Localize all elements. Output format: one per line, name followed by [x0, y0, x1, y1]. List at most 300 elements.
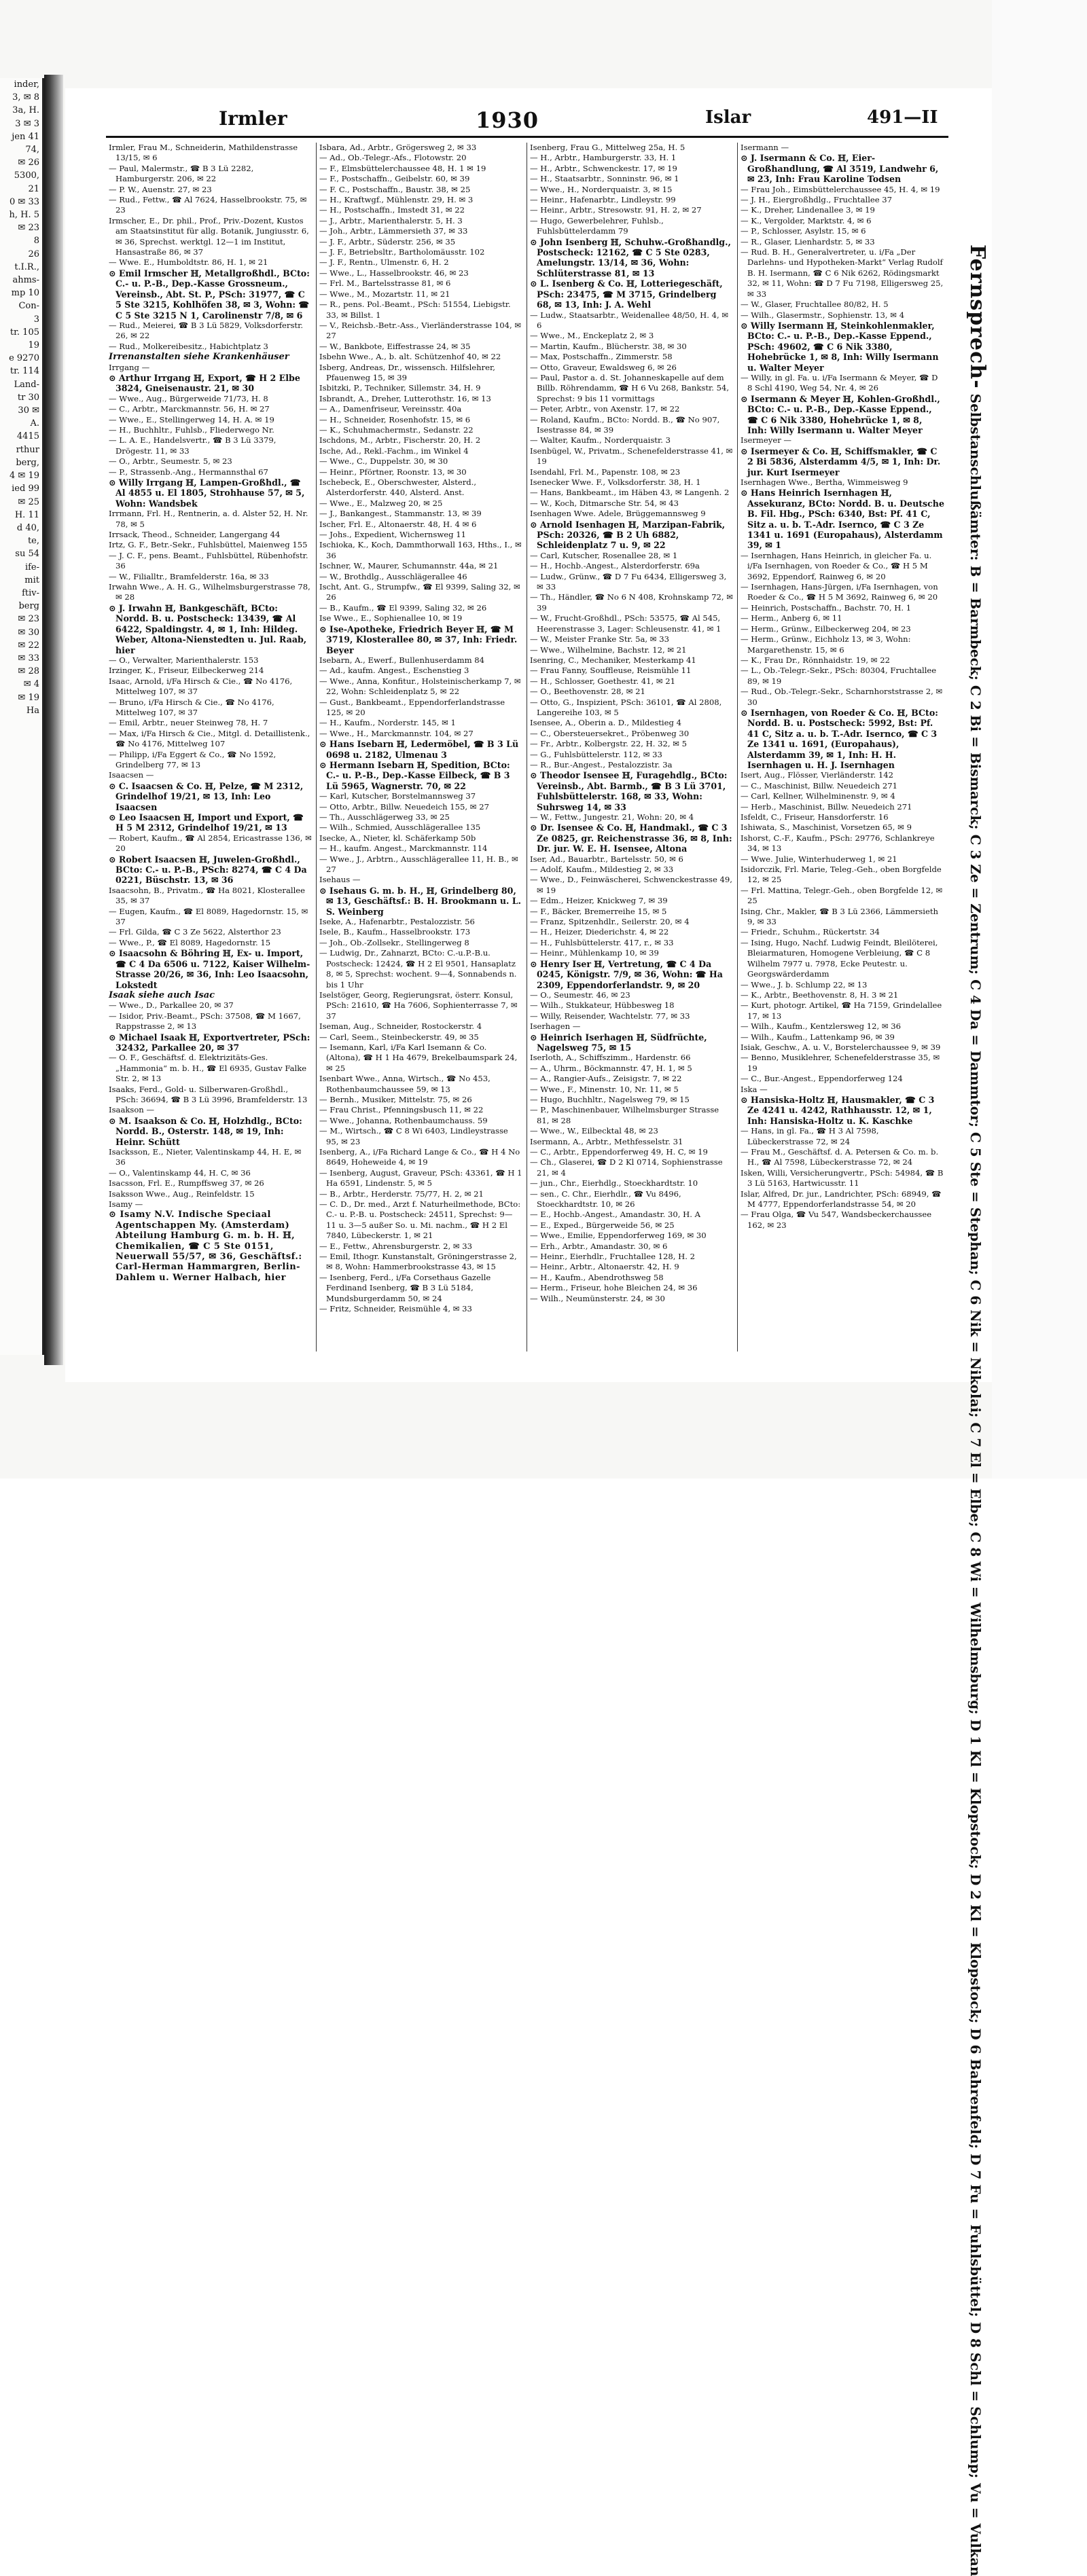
directory-entry: — Eugen, Kaufm., ☎ El 8089, Hagedornstr. 15, ✉ 37 — [109, 906, 308, 927]
directory-entry: Ishiwata, S., Maschinist, Vorsetzen 65, ✉ 9 — [741, 822, 912, 833]
directory-entry: — Paul, Malermstr., ☎ B 3 Lü 2282, Hamburgerstr. 206, ✉ 22 — [109, 163, 254, 184]
directory-entry: — Philipp, i/Fa Eggert & Co., ☎ No 1592, Grindelberg 77, ✉ 13 — [109, 749, 277, 769]
directory-entry: Isaacsen — — [109, 770, 154, 780]
directory-entry: — Wwe., E., Stellingerweg 14, H. A. ✉ 19 — [109, 414, 274, 424]
directory-entry: — W., Bankbote, Eiffestrasse 24, ✉ 35 — [319, 341, 471, 351]
directory-entry: — H., Postschaffn., Imstedt 31, ✉ 22 — [319, 205, 465, 215]
directory-entry: — L., Ob.-Telegr.-Sekr., PSch: 80304, Fruchtallee 89, ✉ 19 — [741, 666, 937, 686]
directory-entry: — K., Schuhmachermstr., Sedanstr. 22 — [319, 424, 474, 435]
edge-fragment: 19 — [28, 340, 39, 351]
directory-entry: — W., Koch, Ditmarsche Str. 54, ✉ 43 — [530, 498, 679, 508]
directory-entry: — Carl, Seem., Steinbeckerstr. 49, ✉ 35 — [319, 1032, 479, 1042]
directory-entry: — Wwe., D., Feinwäscherei, Schwenckestrasse 49, ✉ 19 — [530, 875, 732, 895]
directory-entry: ⊙ Hans Isebarn ℍ, Ledermöbel, ☎ B 3 Lü 0698 u. 2182, Ulmenau 3 — [319, 739, 519, 760]
directory-entry: Irzinger, K., Friseur, Eilbeckerweg 214 — [109, 666, 264, 676]
edge-fragment: Land- — [14, 379, 39, 390]
directory-entry: — Herm., Anberg 6, ✉ 11 — [741, 613, 842, 623]
directory-entry: — Willy, Reisender, Wachtelstr. 77, ✉ 33 — [530, 1011, 690, 1021]
directory-entry: Isermann — — [741, 143, 789, 152]
directory-entry: ⊙ Isernhagen, von Roeder & Co. ℍ, BCto: Nordd. B. u. Postscheck: 5992, Bst: Pf. 41 C, Sitz a. u. b. T.-Adr. Isernco, ☎ C 3 Ze 1341 u. 1691, (Europahaus), Alsterdamm 39, ✉ 1, Inh: H. H. Isernhagen u. H. J. Isernhagen — [741, 707, 938, 770]
directory-entry: Isacsson, Frl. E., Rumpffsweg 37, ✉ 26 — [109, 1178, 264, 1189]
directory-entry: Isermeyer — — [741, 435, 792, 446]
directory-entry: — B., Arbtr., Herderstr. 75/77, H. 2, ✉ 21 — [319, 1189, 484, 1199]
directory-entry: — Ludw., Staatsarbtr., Weidenallee 48/50, H. 4, ✉ 6 — [530, 310, 729, 330]
directory-entry: — K., Vergolder, Marktstr. 4, ✉ 6 — [741, 215, 872, 225]
edge-fragment: 3 — [33, 314, 39, 325]
directory-entry: — H., Hochb.-Angest., Alsterdorferstr. 69a — [530, 561, 700, 571]
edge-fragment: rthur — [16, 444, 39, 455]
directory-entry: — J. F., Betriebsltr., Bartholomäusstr. 102 — [319, 247, 485, 257]
book-gutter — [44, 75, 63, 1365]
edge-fragment: h, H. 5 — [9, 210, 39, 221]
header-last-entry: Islar — [705, 107, 751, 128]
directory-page — [65, 88, 992, 2576]
directory-entry: — A., Rangier-Aufs., Zeisigstr. 7, ✉ 22 — [530, 1074, 682, 1084]
directory-entry: — Rud., Molkereibesitz., Habichtplatz 3 — [109, 341, 268, 351]
directory-entry: — Rud. B. H., Generalvertreter, u. i/Fa „Der Darlehns- und Hypotheken-Markt“ Verlag Rudolf B. H. Isermann, ☎ C 6 Nik 6262, Rödingsmarkt 32, ✉ 11, Wohn: ☎ D 7 Fu 7198, Elligersweg 25, ✉ 33 — [741, 247, 944, 299]
directory-entry: — O., Verwalter, Marienthalerstr. 153 — [109, 655, 259, 665]
directory-entry: Irwahn Wwe., A. H. G., Wilhelmsburgerstrasse 78, ✉ 28 — [109, 582, 310, 602]
directory-entry: ⊙ J. Isermann & Co. ℍ, Eier-Großhandlung, ☎ Al 3519, Landwehr 6, ✉ 23, Inh: Frau Karoline Todsen — [741, 153, 939, 185]
directory-entry: ⊙ Henry Iser ℍ, Vertretung, ☎ C 4 Da 0245, Königstr. 7/9, ✉ 36, Wohn: ☎ Ha 2309, Eppendorferlandstr. 9, ✉ 20 — [530, 958, 723, 990]
edge-fragment: ife- — [24, 562, 39, 573]
header-year: 1930 — [476, 107, 539, 133]
directory-entry: Iseman, Aug., Schneider, Rostockerstr. 4 — [319, 1021, 482, 1032]
directory-entry: Isbehn Wwe., A., b. alt. Schützenhof 40, ✉ 22 — [319, 352, 501, 362]
directory-entry: Irrgang — — [109, 362, 150, 372]
directory-entry: — Heinrich, Postschaffn., Bachstr. 70, H. 1 — [741, 602, 912, 613]
directory-entry: — Heinr., Arbtr., Stresowstr. 91, H. 2, ✉ 27 — [530, 205, 702, 215]
directory-entry: ⊙ Isermeyer & Co. ℍ, Schiffsmakler, ☎ C 2 Bi 5836, Alsterdamm 4/5, ✉ 1, Inh: Dr. jur. Kurt Isermeyer — [741, 446, 941, 477]
directory-entry: — Emil, Arbtr., neuer Steinweg 78, H. 7 — [109, 718, 268, 728]
directory-entry: — Heinr., Pförtner, Roonstr. 13, ✉ 30 — [319, 467, 467, 477]
directory-entry: Isbrandt, A., Dreher, Lutterothstr. 16, ✉ 13 — [319, 393, 491, 403]
edge-fragment: te, — [27, 536, 39, 547]
directory-entry: — Joh., Arbtr., Lämmersieth 37, ✉ 33 — [319, 226, 468, 236]
directory-entry: Isenbügel, W., Privatm., Schenefelderstrasse 41, ✉ 19 — [530, 446, 733, 467]
edge-fragment: ✉ 28 — [18, 666, 39, 677]
edge-fragment: e 9270 — [9, 353, 39, 364]
directory-entry: Isenring, C., Mechaniker, Mesterkamp 41 — [530, 655, 696, 665]
directory-entry: Isenecker Wwe. F., Volksdorferstr. 38, H. 1 — [530, 477, 701, 487]
directory-entry: Iserloth, A., Schiffszimm., Hardenstr. 66 — [530, 1053, 691, 1063]
directory-entry: ⊙ Hermann Isebarn ℍ, Spedition, BCto: C.- u. P.-B., Dep.-Kasse Eilbeck, ☎ B 3 Lü 5965, Wagnerstr. 70, ✉ 22 — [319, 759, 510, 791]
directory-entry: Isernhagen Wwe., Bertha, Wimmeisweg 9 — [741, 477, 908, 487]
directory-entry: — H., Heizer, Diederichstr. 4, ✉ 22 — [530, 927, 669, 937]
directory-entry: — J. H., Eiergroßhdlg., Fruchtallee 37 — [741, 195, 893, 205]
directory-entry: — C., Obersteuersekret., Pröbenweg 30 — [530, 728, 690, 738]
edge-fragment: mit — [24, 575, 39, 585]
directory-entry: — Wwe., D., Parkallee 20, ✉ 37 — [109, 1000, 234, 1011]
directory-entry: — E., Hochb.-Angest., Amandastr. 30, H. A — [530, 1210, 700, 1220]
directory-entry: — W., Brothdlg., Ausschlägerallee 46 — [319, 571, 467, 581]
directory-entry: — G., Fuhlsbüttelerstr. 112, ✉ 33 — [530, 749, 662, 759]
directory-entry: — Fr., Arbtr., Kolbergstr. 22, H. 32, ✉ 5 — [530, 739, 688, 749]
directory-entry: — Wwe., H., Marckmannstr. 104, ✉ 27 — [319, 728, 474, 738]
directory-entry: — C., Bur.-Angest., Eppendorferweg 124 — [741, 1074, 903, 1084]
directory-entry: Irtz, G. F., Betr.-Sekr., Fuhlsbüttel, Maienweg 155 — [109, 540, 308, 550]
directory-entry: — Hugo, Buchhltr., Nagelsweg 79, ✉ 15 — [530, 1094, 690, 1104]
directory-entry: ⊙ Arthur Irrgang ℍ, Export, ☎ H 2 Elbe 3824, Gneisenaustr. 21, ✉ 30 — [109, 372, 300, 394]
directory-entry: Iserhagen — — [530, 1021, 581, 1032]
directory-entry: Ischner, W., Maurer, Schumannstr. 44a, ✉ 21 — [319, 561, 499, 571]
directory-entry: — Wwe., P., ☎ El 8089, Hagedornstr. 15 — [109, 937, 271, 947]
directory-entry: — Max, Postschaffn., Zimmerstr. 58 — [530, 352, 673, 362]
directory-entry: Isecke, A., Nieter, kl. Schäferkamp 50b — [319, 833, 476, 843]
directory-entry: — Isernhagen, Hans Heinrich, in gleicher Fa. u. i/Fa Isernhagen, von Roeder & Co., ☎ H 5 M 3692, Eppendorf, Rainweg 6, ✉ 20 — [741, 550, 932, 581]
directory-entry: — E., Fettw., Ahrensburgerstr. 2, ✉ 33 — [319, 1241, 473, 1251]
directory-entry: — R., Bur.-Angest., Pestalozzistr. 3a — [530, 759, 673, 769]
edge-fragment: 3 ✉ 3 — [15, 118, 39, 129]
header-first-entry: Irmler — [219, 107, 287, 130]
directory-entry: — Frau Christ., Pfenningsbusch 11, ✉ 22 — [319, 1105, 484, 1115]
directory-entry: ⊙ Emil Irmscher ℍ, Metallgroßhdl., BCto: C.- u. P.-B., Dep.-Kasse Grossneum., Vereinsb., Abt. St. P., PSch: 31977, ☎ C 5 Ste 3215, Kohlhöfen 38, ✉ 3, Wohn: ☎ C 5 Ste 3215 N 1, Carolinenstr 7/8, ✉ 6 — [109, 268, 310, 321]
directory-entry: — W., Filialltr., Bramfelderstr. 16a, ✉ 33 — [109, 571, 269, 581]
directory-entry: — H., Schlosser, Goethestr. 41, ✉ 21 — [530, 676, 676, 686]
directory-entry: — Heinr., Eierhdlr., Fruchtallee 128, H. 2 — [530, 1252, 696, 1262]
column-2 — [317, 143, 527, 1352]
legend-title: Fernsprech- — [965, 244, 989, 389]
directory-entry: Isermann, A., Arbtr., Methfesselstr. 31 — [530, 1136, 683, 1146]
directory-entry: — Wwe., J., Arbtrn., Ausschlägerallee 11, H. B., ✉ 27 — [319, 854, 518, 875]
directory-entry: Ischer, Frl. E., Altonaerstr. 48, H. 4 ✉ 6 — [319, 519, 477, 529]
edge-fragment: 3a, H. — [12, 105, 39, 116]
directory-entry: — Ch., Glaserei, ☎ D 2 Kl 0714, Sophienstrasse 21, ✉ 4 — [530, 1157, 723, 1178]
edge-fragment: 74, — [25, 145, 39, 156]
edge-fragment: su 54 — [15, 549, 39, 560]
edge-fragment: 5300, — [14, 170, 39, 181]
adjacent-page-edge — [0, 78, 44, 1355]
edge-fragment: ✉ 33 — [18, 653, 39, 664]
directory-entry: Isenberg, A., i/Fa Richard Lange & Co., ☎ H 4 No 8649, Hoheweide 4, ✉ 19 — [319, 1147, 520, 1167]
directory-entry: ⊙ Willy Irrgang ℍ, Lampen-Großhdl., ☎ Al 4855 u. El 1805, Strohhause 57, ✉ 5, Wohn: Wandsbek — [109, 477, 305, 509]
edge-fragment: H. 11 — [14, 509, 39, 520]
directory-entry: — P., Schlosser, Asylstr. 15, ✉ 6 — [741, 226, 866, 236]
directory-entry: Isamy — — [109, 1199, 143, 1210]
directory-entry: — O., Seumestr. 46, ✉ 23 — [530, 990, 630, 1000]
directory-entry: — J., Arbtr., Marienthalerstr. 5, H. 3 — [319, 215, 463, 225]
directory-entry: — Fritz, Schneider, Reismühle 4, ✉ 33 — [319, 1304, 472, 1314]
directory-entry: — Frl. M., Bartelsstrasse 81, ✉ 6 — [319, 278, 451, 289]
directory-entry: — Wwe., C., Duppelstr. 30, ✉ 30 — [319, 456, 448, 467]
edge-fragment: d 40, — [16, 522, 39, 533]
edge-fragment: ✉ 19 — [18, 692, 39, 703]
directory-entry: — Carl, Kellner, Wilhelminenstr. 9, ✉ 4 — [741, 791, 895, 801]
directory-entry: — Frau M., Geschäftsf. d. A. Petersen & Co. m. b. H., ☎ Al 7598, Lübeckerstrasse 72, ✉ 24 — [741, 1147, 939, 1167]
directory-entry: — Paul, Pastor a. d. St. Johanneskapelle auf dem Billb. Röhrendamm, ☎ H 6 Vu 268, Bankstr. 54, Sprechst: 9 bis 11 vormittags — [530, 372, 730, 403]
directory-entry: — P. W., Auenstr. 27, ✉ 23 — [109, 184, 212, 194]
edge-fragment: 0 ✉ 33 — [10, 196, 39, 207]
directory-entry: — H., kaufm. Angest., Marckmannstr. 114 — [319, 843, 488, 854]
directory-entry: — sen., C. Chr., Eierhdlr., ☎ Vu 8496, Stoeckhardtstr. 10, ✉ 26 — [530, 1189, 681, 1210]
directory-entry: — Wwe., Johanna, Rothenbaumchauss. 59 — [319, 1115, 488, 1125]
directory-entry: — Hugo, Gewerbelehrer, Fuhlsb., Fuhlsbüttelerdamm 79 — [530, 215, 664, 236]
directory-entry: — C., Maschinist, Billw. Neuedeich 271 — [741, 780, 898, 791]
directory-entry: — J. F., Rentn., Ulmenstr. 6, H. 2 — [319, 257, 449, 268]
directory-entry: — Peter, Arbtr., von Axenstr. 17, ✉ 22 — [530, 404, 680, 414]
directory-entry: — Frl. Gilda, ☎ C 3 Ze 5622, Alsterthor 23 — [109, 927, 281, 937]
directory-entry: — Walter, Kaufm., Norderquaistr. 3 — [530, 435, 671, 446]
directory-entry: Isidorczik, Frl. Marie, Teleg.-Geh., oben Borgfelde 12, ✉ 25 — [741, 865, 942, 885]
directory-entry: Isaac, Arnold, i/Fa Hirsch & Cie., ☎ No 4176, Mittelweg 107, ✉ 37 — [109, 676, 293, 697]
directory-entry: Iser, Ad., Bauarbtr., Bartelsstr. 50, ✉ 6 — [530, 854, 683, 864]
directory-entry: Islar, Alfred, Dr. jur., Landrichter, PSch: 68949, ☎ M 4777, Eppendorferlandstrasse 54, ✉ 20 — [741, 1189, 942, 1210]
directory-entry: Isacksson, E., Nieter, Valentinskamp 44, H. E, ✉ 36 — [109, 1147, 302, 1167]
directory-entry: — Martin, Kaufm., Blücherstr. 38, ✉ 30 — [530, 341, 687, 351]
directory-entry: ⊙ Isaacsohn & Böhring ℍ, Ex- u. Import, ☎ C 4 Da 6506 u. 7122, Kaiser Wilhelm-Strasse 20/26, ✉ 36, Inh: Leo Isaacsohn, Lokstedt — [109, 948, 310, 990]
page-number: 491—II — [867, 107, 938, 128]
directory-entry: — Wilh., Glasermstr., Sophienstr. 13, ✉ 4 — [741, 310, 905, 320]
directory-entry: — Bruno, i/Fa Hirsch & Cie., ☎ No 4176, Mittelweg 107, ✉ 37 — [109, 697, 274, 717]
edge-fragment: 26 — [28, 249, 39, 259]
directory-entry: — Adolf, Kaufm., Mildestieg 2, ✉ 33 — [530, 865, 674, 875]
directory-entry: Isaksson Wwe., Aug., Reinfeldstr. 15 — [109, 1189, 255, 1199]
directory-entry: — H., Buchhltr., Fuhlsb., Fliederwego Nr. — [109, 424, 274, 435]
directory-entry: ⊙ Hansiska-Holtz ℍ, Hausmakler, ☎ C 3 Ze 4241 u. 4242, Rathhausstr. 12, ✉ 1, Inh: Hansiska-Holtz u. K. Kaschke — [741, 1094, 935, 1126]
directory-entry: — Isenberg, Ferd., i/Fa Corsethaus Gazelle Ferdinand Isenberg, ☎ B 3 Lü 5184, Mundsburgerdamm 50, ✉ 24 — [319, 1272, 491, 1303]
directory-entry: Isaak siehe auch Isac — [109, 990, 215, 1000]
directory-entry: ⊙ Arnold Isenhagen ℍ, Marzipan-Fabrik, PSch: 20326, ☎ B 2 Uh 6882, Schleidenplatz 7 u. 9, ✉ 22 — [530, 519, 726, 551]
directory-entry: — Wilh., Kaufm., Lattenkamp 96, ✉ 39 — [741, 1032, 895, 1042]
edge-fragment: ✉ 26 — [18, 158, 39, 168]
directory-entry: — P., Strassenb.-Ang., Hermannsthal 67 — [109, 467, 268, 477]
directory-entry: Isaacsohn, B., Privatm., ☎ Ha 8021, Klosterallee 35, ✉ 37 — [109, 885, 306, 906]
directory-entry: — Wwe., M., Enckeplatz 2, ✉ 3 — [530, 331, 654, 341]
directory-entry: — W., Fettw., Jungestr. 21, Wohn: 20, ✉ 4 — [530, 812, 694, 822]
directory-entry: — H., Fuhlsbüttelerstr. 417, r., ✉ 33 — [530, 937, 674, 947]
directory-entry: ⊙ C. Isaacsen & Co. ℍ, Pelze, ☎ M 2312, Grindelhof 19/21, ✉ 13, Inh: Leo Isaacsen — [109, 780, 304, 812]
directory-entry: — Wwe., Emilie, Eppendorferweg 169, ✉ 30 — [530, 1231, 707, 1241]
directory-entry: — Frau Olga, ☎ Vu 547, Wandsbeckerchaussee 162, ✉ 23 — [741, 1210, 932, 1230]
directory-entry: — Franz, Spitzenhdlr., Seilerstr. 20, ✉ 4 — [530, 917, 690, 927]
directory-entry: — P., Maschinenbauer, Wilhelmsburger Strasse 81, ✉ 28 — [530, 1105, 719, 1125]
directory-entry: — Wwe., Wilhelmine, Bachstr. 12, ✉ 21 — [530, 645, 687, 655]
edge-fragment: A. — [30, 418, 39, 429]
directory-entry: — Herb., Maschinist, Billw. Neuedeich 271 — [741, 801, 912, 812]
directory-entry: — Edm., Heizer, Knickweg 7, ✉ 39 — [530, 896, 668, 906]
directory-entry: — O. F., Geschäftsf. d. Elektrizitäts-Ges. „Hammonia“ m. b. H., ☎ El 6935, Gustav Falke Str. 2, ✉ 13 — [109, 1053, 307, 1084]
directory-entry: — Willy, in gl. Fa. u. i/Fa Isermann & Meyer, ☎ D 8 Schl 4190, Weg 54, Nr. 4, ✉ 26 — [741, 372, 938, 393]
edge-fragment: 8 — [33, 236, 39, 247]
edge-fragment: ahms- — [12, 275, 39, 286]
directory-entry: ⊙ Dr. Isensee & Co. ℍ, Handmakl., ☎ C 3 Ze 0825, gr. Reichenstrasse 36, ✉ 8, Inh: Dr. jur. W. E. H. Isensee, Altona — [530, 822, 732, 854]
directory-entry: ⊙ Leo Isaacsen ℍ, Import und Export, ☎ H 5 M 2312, Grindelhof 19/21, ✉ 13 — [109, 812, 304, 833]
directory-entry: — Ising, Hugo, Nachf. Ludwig Feindt, Bleilöterei, Bleiarmaturen, Homogene Verbleiung, ☎ C 8 Wilhelm 7977 u. 7978, Ecke Peutestr. u. Georgswärderdamm — [741, 937, 938, 979]
directory-entry: — A., Uhrm., Böckmannstr. 47, H. 1, ✉ 5 — [530, 1063, 692, 1073]
directory-entry: Isiak, Geschw., A. u. V., Borstelerchaussee 9, ✉ 39 — [741, 1042, 941, 1052]
directory-entry: — J. C. F., pens. Beamt., Fuhlsbüttel, Rübenhofstr. 36 — [109, 550, 308, 571]
directory-entry: — F., Elmsbüttelerchaussee 48, H. 1 ✉ 19 — [319, 163, 486, 173]
directory-entry: — H., Kaufm., Norderstr. 145, ✉ 1 — [319, 718, 456, 728]
directory-entry: Isert, Aug., Flösser, Vierländerstr. 142 — [741, 770, 893, 780]
directory-entry: ⊙ Heinrich Iserhagen ℍ, Südfrüchte, Nagelsweg 75, ✉ 15 — [530, 1032, 707, 1053]
edge-fragment: ✉ 25 — [18, 496, 39, 507]
directory-entry: — F., Bäcker, Bremerreihe 15, ✉ 5 — [530, 906, 667, 916]
edge-fragment: t.I.R., — [14, 261, 39, 272]
directory-entry: — Wwe., W., Eilbecktal 48, ✉ 23 — [530, 1126, 658, 1136]
directory-entry: — Wwe. Julie, Winterhuderweg 1, ✉ 21 — [741, 854, 897, 864]
directory-entry: — Wilh., Schmied, Ausschlägerallee 135 — [319, 822, 481, 833]
directory-entry: — J. F., Arbtr., Süderstr. 256, ✉ 35 — [319, 236, 456, 247]
scan-margin-right — [992, 0, 1087, 1479]
directory-entry: — Ad., Ob.-Telegr.-Afs., Flotowstr. 20 — [319, 153, 467, 163]
directory-entry: — Frau Joh., Eimsbüttelerchaussee 45, H. 4, ✉ 19 — [741, 184, 940, 194]
directory-entry: ⊙ Willy Isermann ℍ, Steinkohlenmakler, BCto: C.- u. P.-B., Dep.-Kasse Eppend., PSch: 49602, ☎ C 6 Nik 3380, Hohebrücke 1, ✉ 8, Inh: Willy Isermann u. Walter Meyer — [741, 320, 939, 373]
directory-entry: — L. A. E., Handelsvertr., ☎ B 3 Lü 3379, Drögestr. 11, ✉ 33 — [109, 435, 277, 456]
directory-entry: — J., Bankangest., Stammanstr. 13, ✉ 39 — [319, 509, 482, 519]
directory-entry: — Benno, Musiklehrer, Schenefelderstrasse 35, ✉ 19 — [741, 1053, 940, 1073]
directory-entry: ⊙ Ise-Apotheke, Friedrich Beyer ℍ, ☎ M 3719, Klosterallee 80, ✉ 37, Inh: Friedr. Beyer — [319, 623, 518, 655]
directory-entry: — Erh., Arbtr., Amandastr. 30, ✉ 6 — [530, 1241, 668, 1251]
directory-entry: — Wilh., Stukkateur, Hübbesweg 18 — [530, 1000, 675, 1011]
directory-entry: — Otto, Arbtr., Billw. Neuedeich 155, ✉ 27 — [319, 801, 489, 812]
directory-entry: ⊙ Hans Heinrich Isernhagen ℍ, Assekuranz, BCto: Nordd. B. u. Deutsche B. Fil. Hbg., PSch: 6340, Bst: Pf. 41 C, Sitz a. u. b. T.-Adr. Isernco, ☎ C 3 Ze 1341 u. 1691 (Europahaus), Alsterdamm 39, ✉ 1 — [741, 488, 944, 551]
directory-entry: — Carl, Kutscher, Rosenallee 28, ✉ 1 — [530, 550, 678, 560]
directory-entry: — Hans, in gl. Fa., ☎ H 3 Al 7598, Lübeckerstrasse 72, ✉ 24 — [741, 1126, 879, 1146]
directory-entry: Ischdons, M., Arbtr., Fischerstr. 20, H. 2 — [319, 435, 481, 446]
directory-entry: Irmler, Frau M., Schneiderin, Mathildenstrasse 13/15, ✉ 6 — [109, 143, 298, 163]
directory-entry: — Wwe., Anna, Konfitur., Holsteinischerkamp 7, ✉ 22, Wohn: Schleidenplatz 5, ✉ 22 — [319, 676, 521, 697]
edge-fragment: ✉ 23 — [18, 614, 39, 625]
directory-entry: — Friedr., Schuhm., Rückertstr. 34 — [741, 927, 880, 937]
directory-entry: — K., Arbtr., Beethovenstr. 8, H. 3 ✉ 21 — [741, 990, 899, 1000]
edge-fragment: ftiv- — [22, 587, 39, 598]
directory-entry: — Wilh., Neumünsterstr. 24, ✉ 30 — [530, 1293, 665, 1303]
directory-entry: Isberg, Andreas, Dr., wissensch. Hilfslehrer, Pfauenweg 15, ✉ 39 — [319, 362, 495, 382]
directory-entry: — Th., Ausschlägerweg 33, ✉ 25 — [319, 812, 450, 822]
directory-entry: — Wwe., H., Norderquaistr. 3, ✉ 15 — [530, 184, 673, 194]
directory-entry: — E., Exped., Bürgerweide 56, ✉ 25 — [530, 1220, 675, 1230]
edge-fragment: ied 99 — [12, 484, 39, 494]
directory-entry: Ischioka, K., Koch, Dammthorwall 163, Hths., I., ✉ 36 — [319, 540, 522, 560]
directory-entry: — W., Meister Franke Str. 5a, ✉ 33 — [530, 634, 669, 645]
directory-entry: Iseke, A., Hafenarbtr., Pestalozzistr. 56 — [319, 917, 475, 927]
directory-entry: — Heinr., Hafenarbtr., Lindleystr. 99 — [530, 195, 676, 205]
directory-entry: Isendahl, Frl. M., Papenstr. 108, ✉ 23 — [530, 467, 681, 477]
edge-fragment: ✉ 4 — [23, 679, 39, 690]
directory-entry: — Johs., Expedient, Wichernsweg 11 — [319, 530, 466, 540]
directory-entry: Isaakson — — [109, 1105, 155, 1115]
directory-entry: ⊙ Michael Isaak ℍ, Exportvertreter, PSch: 32432, Parkallee 20, ✉ 37 — [109, 1032, 310, 1053]
directory-entry: — Isernhagen, Hans-Jürgen, i/Fa Isernhagen, von Roeder & Co., ☎ H 5 M 3692, Rainweg 6, ✉ 20 — [741, 582, 938, 602]
directory-entry: — Frl. Mattina, Telegr.-Geh., oben Borgfelde 12, ✉ 25 — [741, 885, 943, 906]
directory-entry: — Wwe. E., Humboldtstr. 86, H. 1, ✉ 21 — [109, 257, 268, 268]
directory-entry: — H., Kaufm., Abendrothsweg 58 — [530, 1272, 664, 1282]
directory-entry: ⊙ L. Isenberg & Co. ℍ, Lotteriegeschäft, PSch: 23475, ☎ M 3715, Grindelberg 68, ✉ 13, Inh: J. A. Wehl — [530, 278, 723, 310]
directory-entry: Isbara, Ad., Arbtr., Grögersweg 2, ✉ 33 — [319, 143, 477, 152]
directory-entry: — Th., Händler, ☎ No 6 N 408, Krohnskamp 72, ✉ 39 — [530, 592, 733, 613]
directory-entry: — O., Valentinskamp 44, H. C, ✉ 36 — [109, 1167, 251, 1178]
edge-fragment: ✉ 22 — [18, 640, 39, 651]
directory-entry: — Robert, Kaufm., ☎ Al 2854, Ericastrasse 136, ✉ 20 — [109, 833, 312, 854]
directory-entry: ⊙ Isermann & Meyer ℍ, Kohlen-Großhdl., BCto: C.- u. P.-B., Dep.-Kasse Eppend., ☎ C 6 Nik 3380, Hohebrücke 1, ✉ 8, Inh: Willy Isermann u. Walter Meyer — [741, 393, 940, 435]
directory-entry: Irrenanstalten siehe Krankenhäuser — [109, 352, 289, 363]
directory-entry: — Wwe., L., Hasselbrookstr. 46, ✉ 23 — [319, 268, 469, 278]
directory-entry: Isbitzki, P., Techniker, Sillemstr. 34, H. 9 — [319, 383, 481, 393]
directory-entry: — Herm., Grünw., Eichholz 13, ✉ 3, Wohn: Margarethenstr. 15, ✉ 6 — [741, 634, 911, 655]
directory-entry: — jun., Chr., Eierhdlg., Stoeckhardtstr. 10 — [530, 1178, 698, 1189]
directory-entry: Ishorst, C.-F., Kaufm., PSch: 29776, Schlankreye 34, ✉ 13 — [741, 833, 935, 854]
directory-entry: — Wwe., F., Minenstr. 10, Nr. 11, ✉ 5 — [530, 1084, 679, 1094]
entry-columns — [106, 143, 948, 1352]
directory-entry: Isaaks, Ferd., Gold- u. Silberwaren-Großhdl., PSch: 36694, ☎ B 3 Lü 3996, Bramfelderstr. 13 — [109, 1084, 308, 1104]
directory-entry: — Emil, Ithogr. Kunstanstalt, Gröningerstrasse 2, ✉ 8, Wohn: Hammerbrookstrasse 43, ✉ 15 — [319, 1252, 517, 1272]
directory-entry: — Otto, Graveur, Ewaldsweg 6, ✉ 26 — [530, 362, 677, 372]
directory-entry: Isensee, A., Oberin a. D., Mildestieg 4 — [530, 718, 681, 728]
edge-fragment: 4415 — [16, 431, 39, 442]
directory-entry: Ise Wwe., E., Sophienallee 10, ✉ 19 — [319, 613, 463, 623]
column-4 — [738, 143, 948, 1352]
legend-text — [955, 244, 989, 2576]
directory-entry: Irrmann, Frl. H., Rentnerin, a. d. Alster 52, H. Nr. 78, ✉ 5 — [109, 509, 308, 529]
directory-entry: — C., Arbtr., Eppendorferweg 49, H. C, ✉ 19 — [530, 1147, 708, 1157]
directory-entry: — W., Glaser, Fruchtallee 80/82, H. 5 — [741, 300, 889, 310]
column-1 — [106, 143, 317, 1352]
directory-entry: Iselstöger, Georg, Regierungsrat, österr. Konsul, PSch: 21610, ☎ Ha 7606, Sophienterrasse 7, ✉ 37 — [319, 990, 518, 1021]
directory-entry: — H., Staatsarbtr., Sonninstr. 96, ✉ 1 — [530, 174, 679, 184]
directory-entry: — Roland, Kaufm., BCto: Nordd. B., ☎ No 907, Isestrasse 84, ✉ 39 — [530, 414, 720, 435]
directory-entry: — F. C., Postschaffn., Baustr. 38, ✉ 25 — [319, 184, 471, 194]
directory-entry: ⊙ J. Irwahn ℍ, Bankgeschäft, BCto: Nordd. B. u. Postscheck: 13439, ☎ Al 6422, Spaldingstr. 4, ✉ 1, Inh: Hildeg. Weber, Altona-Nienstedten u. Jul. Raab, hier — [109, 602, 307, 655]
edge-fragment: 21 — [28, 183, 39, 194]
directory-entry: — Wwe., E., Malzweg 20, ✉ 25 — [319, 498, 443, 508]
page-header — [106, 103, 948, 138]
directory-entry: Isebarn, A., Ewerf., Bullenhuserdamm 84 — [319, 655, 485, 665]
directory-entry: Isfeldt, C., Friseur, Hansdorferstr. 16 — [741, 812, 889, 822]
directory-entry: Isenbart Wwe., Anna, Wirtsch., ☎ No 453, Rothenbaumchaussee 59, ✉ 13 — [319, 1074, 491, 1094]
directory-entry: ⊙ Isamy N.V. Indische Speciaal Agentschappen My. (Amsterdam) Abteilung Hamburg G. m. b. H. ℍ, Chemikalien, ☎ C 5 Ste 0151, Neuerwall 55/57, ✉ 36, Geschäftsf.: Carl-Herman Hammargren, Berlin-Dahlem u. Werner Halbach, hier — [109, 1210, 302, 1283]
directory-entry: — Isemann, Karl, i/Fa Karl Isemann & Co. (Altona), ☎ H 1 Ha 4679, Brekelbaumspark 24, ✉ 25 — [319, 1042, 518, 1073]
directory-entry: — Wilh., Kaufm., Kentzlersweg 12, ✉ 36 — [741, 1021, 901, 1032]
directory-entry: ⊙ Theodor Isensee ℍ, Furagehdlg., BCto: Vereinsb., Abt. Barmb., ☎ B 3 Lü 3701, Fuhlsbüttelerstr. 168, ✉ 33, Wohn: Suhrsweg 14, ✉ 33 — [530, 770, 728, 812]
edge-fragment: mp 10 — [11, 288, 39, 299]
directory-entry: — Kurt, photogr. Artikel, ☎ Ha 7159, Grindelallee 17, ✉ 13 — [741, 1000, 942, 1021]
directory-entry: — Isidor, Priv.-Beamt., PSch: 37508, ☎ M 1667, Rappstrasse 2, ✉ 13 — [109, 1011, 301, 1032]
directory-entry: — H., Arbtr., Hamburgerstr. 33, H. 1 — [530, 153, 677, 163]
directory-entry: — F., Postschaffn., Geibelstr. 60, ✉ 39 — [319, 174, 470, 184]
directory-entry: — K., Dreher, Lindenallee 3, ✉ 19 — [741, 205, 875, 215]
edge-fragment: Con- — [18, 301, 39, 312]
directory-entry: — Wwe., M., Mozartstr. 11, ✉ 21 — [319, 289, 450, 299]
directory-entry: Isken, Willi, Versicherungvertr., PSch: 54984, ☎ B 3 Lü 5163, Hartwicusstr. 11 — [741, 1167, 944, 1189]
directory-entry: — Ad., kaufm. Angest., Eschenstieg 3 — [319, 666, 469, 676]
directory-entry: — R., Glaser, Lienhardstr. 5, ✉ 33 — [741, 236, 875, 247]
directory-entry: — Gust., Bankbeamt., Eppendorferlandstrasse 125, ✉ 20 — [319, 697, 505, 717]
directory-entry: Ische, Ad., Rekl.-Fachm., im Winkel 4 — [319, 446, 469, 456]
directory-entry: — Herm., Grünw., Eilbeckerweg 204, ✉ 23 — [741, 623, 911, 634]
directory-entry: — H., Schneider, Rosenhofstr. 15, ✉ 6 — [319, 414, 471, 424]
edge-fragment: ✉ 23 — [18, 223, 39, 234]
directory-entry: — Wwe., J. b. Schlump 22, ✉ 13 — [741, 979, 868, 990]
directory-entry: ⊙ Isehaus G. m. b. H., ℍ, Grindelberg 80, ✉ 13, Geschäftsf.: B. H. Brookmann u. L. S. Weinberg — [319, 885, 522, 917]
directory-entry: Ising, Chr., Makler, ☎ B 3 Lü 2366, Lämmersieth 9, ✉ 33 — [741, 906, 938, 927]
directory-entry: Irmscher, E., Dr. phil., Prof., Priv.-Dozent, Kustos am Staatsinstitut für allg. Botanik, Jungiusstr. 6, ✉ 36, Sprechst. werktgl. 12—1 im Institut, Hansastraße 86, ✉ 37 — [109, 215, 309, 257]
directory-entry: — W., Frucht-Großhdl., PSch: 53575, ☎ Al 545, Heerenstrasse 3, Lager: Schleusenstr. 41, ✉ 1 — [530, 613, 721, 634]
edge-fragment: inder, — [14, 79, 39, 90]
telephone-exchange-legend — [952, 244, 991, 2576]
directory-entry: — K., Frau Dr., Rönnhaidstr. 19, ✉ 22 — [741, 655, 890, 665]
directory-entry: — Hans, Bankbeamt., im Häben 43, ✉ Langenh. 2 — [530, 488, 730, 498]
directory-entry: — M., Wirtsch., ☎ C 8 Wi 6403, Lindleystrasse 95, ✉ 23 — [319, 1126, 508, 1146]
directory-entry: Isenhagen Wwe. Adele, Brüggemannsweg 9 — [530, 509, 706, 519]
directory-entry: — Rud., Meierei, ☎ B 3 Lü 5829, Volksdorferstr. 26, ✉ 22 — [109, 320, 304, 341]
edge-fragment: 4 ✉ 19 — [10, 471, 39, 482]
directory-entry: Iska — — [741, 1084, 768, 1094]
directory-entry: — Heinr., Mühlenkamp 10, ✉ 39 — [530, 948, 659, 958]
directory-entry: — Joh., Ob.-Zollsekr., Stellingerweg 8 — [319, 937, 469, 947]
directory-entry: Isehaus — — [319, 875, 361, 885]
directory-entry: — H., Arbtr., Schwenckestr. 17, ✉ 19 — [530, 163, 677, 173]
